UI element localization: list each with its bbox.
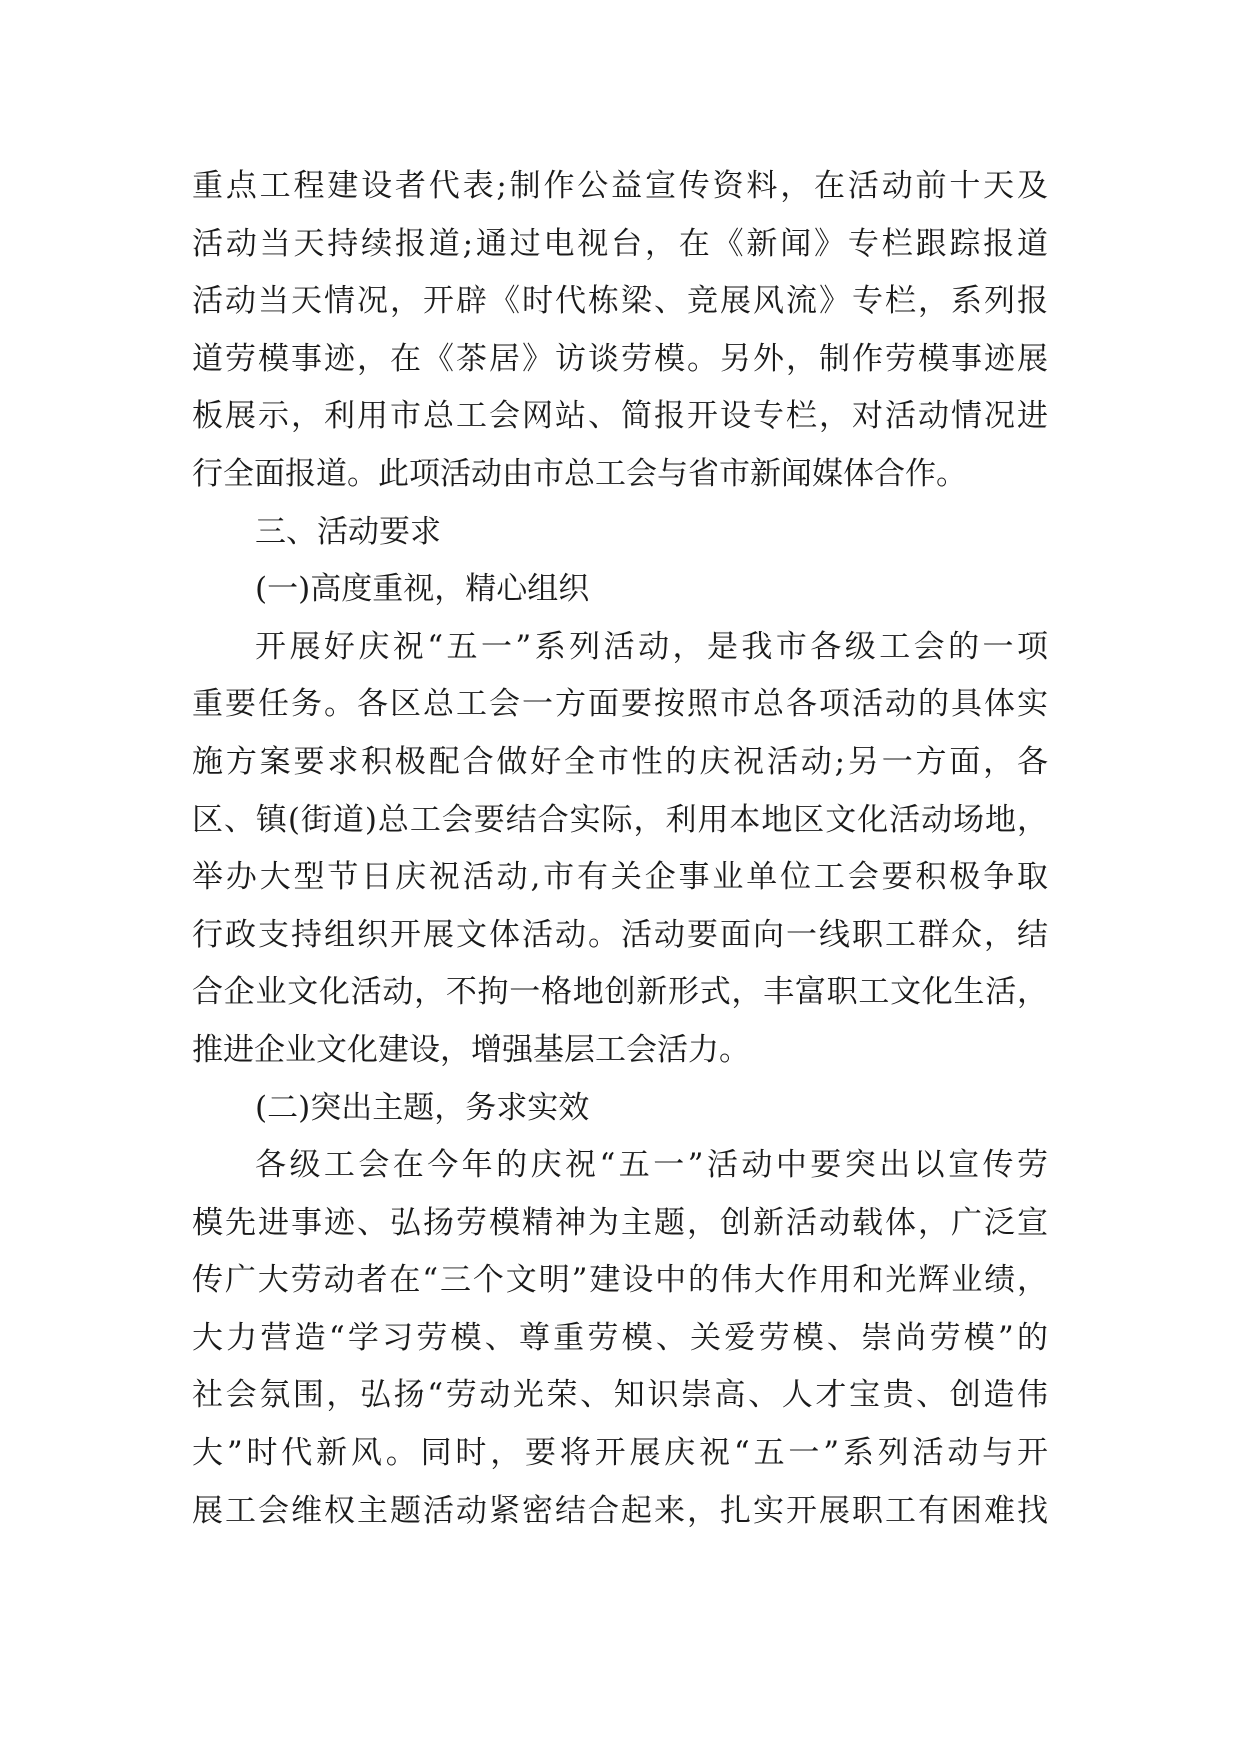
text-line: (一)高度重视，精心组织 (255, 571, 590, 608)
text-line: 活动当天持续报道;通过电视台，在《新闻》专栏跟踪报道 (192, 225, 1048, 262)
text-line: 举办大型节日庆祝活动,市有关企事业单位工会要积极争取 (192, 859, 1048, 896)
text-line: 重点工程建设者代表;制作公益宣传资料，在活动前十天及 (192, 168, 1048, 204)
text-line: 活动当天情况，开辟《时代栋梁、竞展风流》专栏，系列报 (192, 283, 1048, 320)
text-line: 区、镇(街道)总工会要结合实际，利用本地区文化活动场地， (192, 801, 1048, 838)
text-line: 行政支持组织开展文体活动。活动要面向一线职工群众，结 (192, 916, 1048, 953)
document-body (192, 158, 1048, 1540)
text-line: 三、活动要求 (255, 513, 441, 550)
text-line: 各级工会在今年的庆祝“五一”活动中要突出以宣传劳 (255, 1147, 1048, 1184)
text-line: 展工会维权主题活动紧密结合起来，扎实开展职工有困难找 (192, 1492, 1048, 1529)
text-line: 施方案要求积极配合做好全市性的庆祝活动;另一方面，各 (192, 743, 1048, 780)
text-line: 重要任务。各区总工会一方面要按照市总各项活动的具体实 (192, 686, 1048, 723)
text-line: 传广大劳动者在“三个文明”建设中的伟大作用和光辉业绩， (192, 1262, 1048, 1299)
text-line: 道劳模事迹，在《茶居》访谈劳模。另外，制作劳模事迹展 (192, 340, 1048, 377)
text-line: 推进企业文化建设，增强基层工会活力。 (192, 1031, 750, 1068)
text-line: 社会氛围，弘扬“劳动光荣、知识崇高、人才宝贵、创造伟 (192, 1377, 1048, 1414)
text-line: 开展好庆祝“五一”系列活动，是我市各级工会的一项 (255, 628, 1048, 665)
text-line: 大”时代新风。同时，要将开展庆祝“五一”系列活动与开 (192, 1435, 1048, 1472)
text-line: 模先进事迹、弘扬劳模精神为主题，创新活动载体，广泛宣 (192, 1204, 1048, 1241)
text-line: 行全面报道。此项活动由市总工会与省市新闻媒体合作。 (192, 455, 967, 492)
text-line: 合企业文化活动，不拘一格地创新形式，丰富职工文化生活， (192, 974, 1048, 1011)
text-line: (二)突出主题，务求实效 (255, 1089, 590, 1126)
text-line: 大力营造“学习劳模、尊重劳模、关爱劳模、崇尚劳模”的 (192, 1319, 1048, 1356)
text-line: 板展示，利用市总工会网站、简报开设专栏，对活动情况进 (192, 398, 1048, 435)
